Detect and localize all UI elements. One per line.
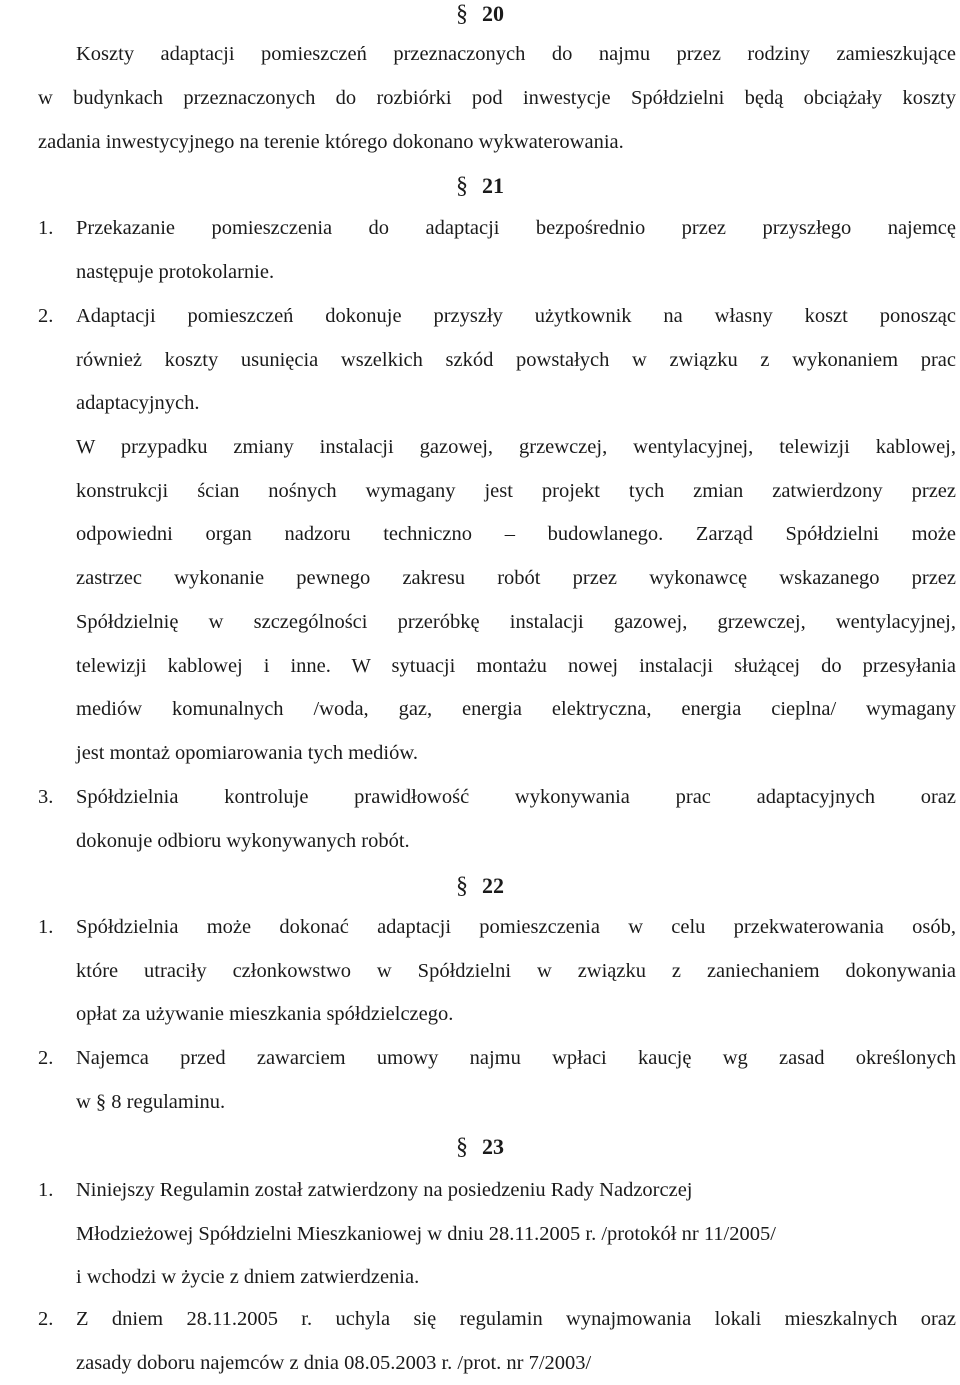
s22-item-1: Spółdzielnia może dokonać adaptacji pomieszczenia w celu przekwaterowania osób, które utraciły członkowstwo w Spółdzielni w związku z zaniechaniem dokonywania opłat za używanie mieszkania spółdzielczego. — [76, 916, 956, 1026]
s23-item-2: Z dniem 28.11.2005 r. uchyla się regulamin wynajmowania lokali mieszkalnych oraz zasady doboru najemców z dnia 08.05.2003 r. /prot. nr 7/2003/ — [76, 1308, 956, 1374]
paragraph-20: Koszty adaptacji pomieszczeń przeznaczonych do najmu przez rodziny zamieszkujące — [76, 43, 956, 65]
section-symbol: § — [456, 1, 468, 27]
item-number: 2. — [38, 305, 54, 327]
s22-item-2: Najemca przed zawarciem umowy najmu wpłaci kaucję wg zasad określonych w § 8 regulaminu. — [76, 1047, 956, 1113]
s21-item-1: Przekazanie pomieszczenia do adaptacji bezpośrednio przez przyszłego najemcę następuje protokolarnie. — [76, 217, 956, 283]
item-number: 1. — [38, 1179, 54, 1201]
section-heading-23: § 23 — [456, 1134, 504, 1160]
s21-item-2: Adaptacji pomieszczeń dokonuje przyszły użytkownik na własny koszt ponosząc również koszty usunięcia wszelkich szkód powstałych w związku z wykonaniem prac adaptacyjnych. W przypadku zmiany instalacji gazowej, grzewczej, wentylacyjnej, telewizji kablowej, konstrukcji ścian nośnych wymagany jest projekt tych zmian zatwierdzony przez odpowiedni organ nadzoru techniczno – budowlanego. Zarząd Spółdzielni może zastrzec wykonanie pewnego zakresu robót przez wykonawcę wskazanego przez Spółdzielnię w szczególności przeróbkę instalacji gazowej, grzewczej, wentylacyjnej, telewizji kablowej i inne. W sytuacji montażu nowej instalacji służącej do przesyłania mediów komunalnych /woda, gaz, energia elektryczna, energia cieplna/ wymagany jest montaż opomiarowania tych mediów. — [76, 305, 956, 764]
item-number: 2. — [38, 1047, 54, 1069]
item-number: 2. — [38, 1308, 54, 1330]
item-number: 1. — [38, 916, 54, 938]
item-number: 1. — [38, 217, 54, 239]
s21-item-3: Spółdzielnia kontroluje prawidłowość wykonywania prac adaptacyjnych oraz dokonuje odbioru wykonywanych robót. — [76, 786, 956, 852]
paragraph-20-cont: w budynkach przeznaczonych do rozbiórki pod inwestycje Spółdzielni będą obciążały koszty zadania inwestycyjnego na terenie którego dokonano wykwaterowania. — [38, 87, 956, 153]
item-number: 3. — [38, 786, 54, 808]
section-heading-21: § 21 — [456, 173, 504, 199]
s23-item-1: Niniejszy Regulamin został zatwierdzony na posiedzeniu Rady Nadzorczej Młodzieżowej Spółdzielni Mieszkaniowej w dniu 28.11.2005 r. /protokół nr 11/2005/ i wchodzi w życie z dniem zatwierdzenia. — [76, 1179, 776, 1289]
section-heading-22: § 22 — [456, 873, 504, 899]
section-heading-20: § 20 — [456, 1, 504, 27]
